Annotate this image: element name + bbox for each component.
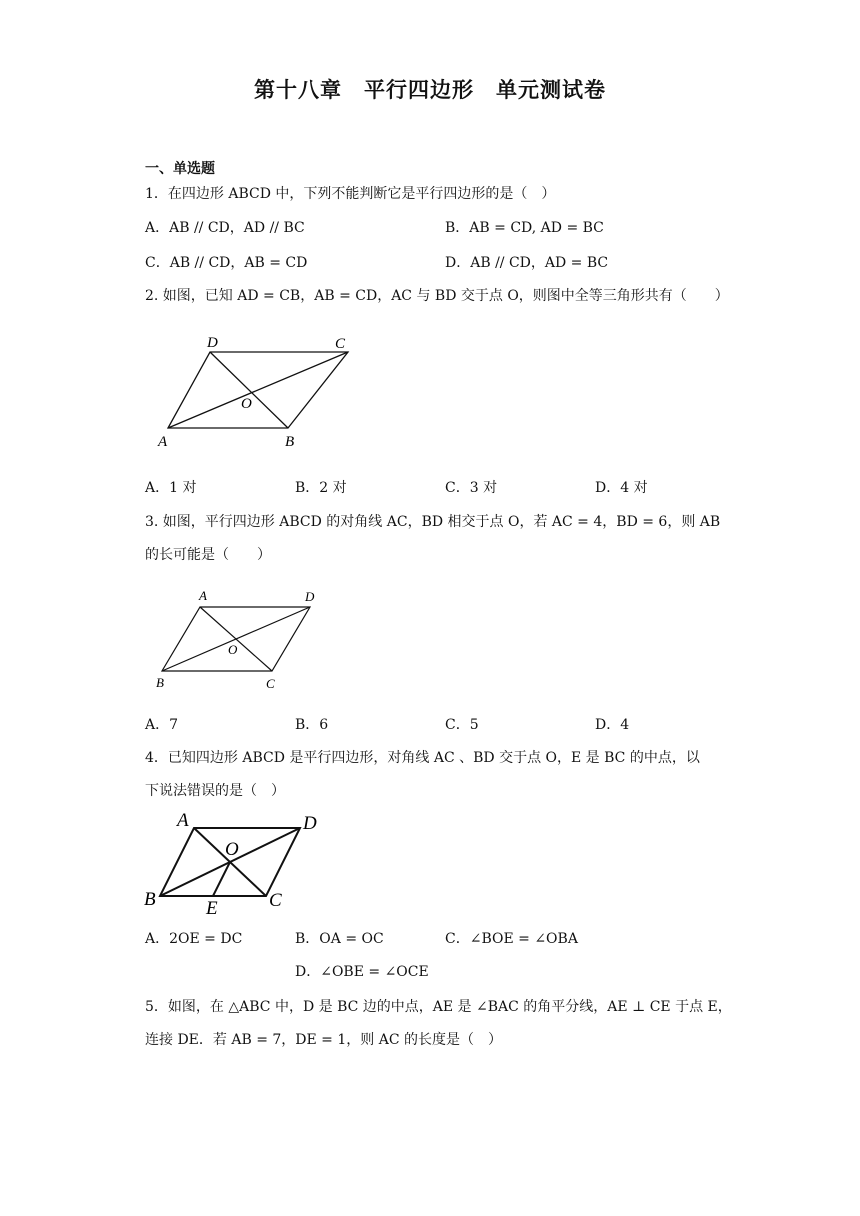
label-a: A: [177, 810, 189, 831]
question-1-option-a: A．AB // CD，AD // BC: [145, 220, 305, 236]
diagonal-bd: [210, 352, 288, 428]
label-d: D: [207, 335, 218, 351]
label-c: C: [269, 890, 282, 911]
question-3-option-d: D．4: [595, 717, 630, 733]
label-o: O: [225, 839, 239, 860]
question-1-option-c: C．AB // CD，AB = CD: [145, 255, 308, 271]
question-1-stem: 1．在四边形 ABCD 中，下列不能判断它是平行四边形的是（ ）: [145, 186, 556, 202]
label-a: A: [199, 588, 207, 603]
label-c: C: [335, 336, 346, 352]
question-1-option-b: B．AB = CD, AD = BC: [445, 220, 604, 236]
label-o: O: [241, 396, 252, 412]
question-3-option-c: C．5: [445, 717, 479, 733]
label-b: B: [285, 434, 295, 450]
label-b: B: [156, 675, 164, 690]
question-2-stem: 2. 如图，已知 AD = CB，AB = CD，AC 与 BD 交于点 O，则图中全等三角形共有（ ）: [145, 288, 729, 304]
label-a: A: [158, 434, 168, 450]
question-4-option-d: D．∠OBE = ∠OCE: [295, 964, 429, 980]
label-d: D: [303, 813, 317, 834]
question-4-option-b: B．OA = OC: [295, 931, 384, 947]
question-3-figure: [150, 585, 330, 695]
page-title: 第十八章 平行四边形 单元测试卷: [254, 78, 606, 102]
label-d: D: [305, 589, 315, 604]
diagonal-ac: [168, 352, 348, 428]
label-o: O: [228, 642, 238, 657]
question-2-option-c: C．3 对: [445, 480, 498, 496]
label-c: C: [266, 676, 275, 691]
question-3-option-b: B．6: [295, 717, 329, 733]
question-3-stem-line2: 的长可能是（ ）: [145, 547, 271, 563]
question-2-option-b: B．2 对: [295, 480, 347, 496]
question-3-option-a: A．7: [145, 717, 179, 733]
question-4-figure: [140, 808, 340, 920]
section-heading: 一、单选题: [145, 161, 215, 177]
question-5-stem-line1: 5．如图，在 △ABC 中，D 是 BC 边的中点，AE 是 ∠BAC 的角平分线，AE ⊥ CE 于点 E，: [145, 999, 732, 1015]
question-1-option-d: D．AB // CD，AD = BC: [445, 255, 609, 271]
question-5-stem-line2: 连接 DE．若 AB = 7，DE = 1，则 AC 的长度是（ ）: [145, 1032, 502, 1048]
question-3-stem-line1: 3. 如图，平行四边形 ABCD 的对角线 AC，BD 相交于点 O，若 AC = 4，BD = 6，则 AB: [145, 514, 721, 530]
label-b: B: [144, 889, 156, 910]
question-4-stem-line2: 下说法错误的是（ ）: [145, 783, 285, 799]
question-4-option-c: C．∠BOE = ∠OBA: [445, 931, 578, 947]
question-4-stem-line1: 4．已知四边形 ABCD 是平行四边形，对角线 AC 、BD 交于点 O，E 是 BC 的中点，以: [145, 750, 700, 766]
question-2-option-d: D．4 对: [595, 480, 648, 496]
question-2-option-a: A．1 对: [145, 480, 197, 496]
label-e: E: [206, 898, 218, 919]
question-2-figure: [150, 328, 370, 456]
question-4-option-a: A．2OE = DC: [145, 931, 243, 947]
diagonal-ac: [200, 607, 272, 671]
